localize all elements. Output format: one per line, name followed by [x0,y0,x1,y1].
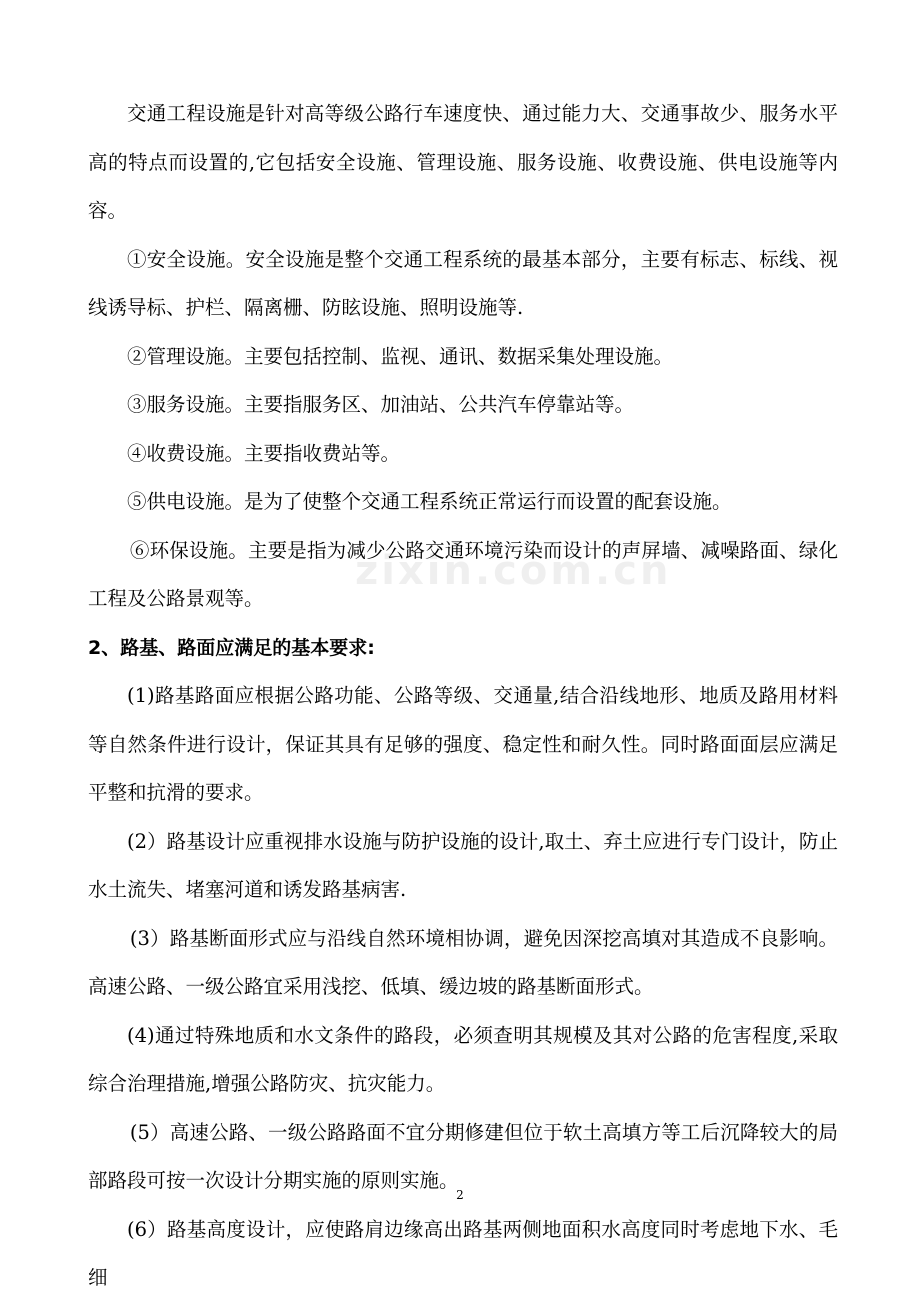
paragraph-management-facilities: ②管理设施。主要包括控制、监视、通讯、数据采集处理设施。 [127,344,674,368]
section-heading: 2、路基、路面应满足的基本要求: [88,636,375,659]
paragraph-environmental-facilities: ⑥环保设施。主要是指为减少公路交通环境污染而设计的声屏墙、减噪路面、绿化工程及公路景观等。 [88,538,838,610]
watermark: zixin.com.cn [355,548,672,594]
paragraph-requirement-3: (3）路基断面形式应与沿线自然环境相协调，避免因深挖高填对其造成不良影响。高速公路、一级公路宜采用浅挖、低填、缓边坡的路基断面形式。 [88,926,838,998]
paragraph-toll-facilities: ④收费设施。主要指收费站等。 [127,441,401,465]
document-body [88,90,838,1303]
paragraph-requirement-2: (2）路基设计应重视排水设施与防护设施的设计,取土、弃土应进行专门设计，防止水土流失、堵塞河道和诱发路基病害. [88,829,838,901]
paragraph-requirement-4: (4)通过特殊地质和水文条件的路段，必须查明其规模及其对公路的危害程度,采取综合治理措施,增强公路防灾、抗灾能力。 [88,1023,838,1095]
paragraph-requirement-6: (6）路基高度设计，应使路肩边缘高出路基两侧地面积水高度同时考虑地下水、毛细 [88,1217,838,1289]
page-number: 2 [456,1188,464,1202]
paragraph-intro: 交通工程设施是针对高等级公路行车速度快、通过能力大、交通事故少、服务水平高的特点而设置的,它包括安全设施、管理设施、服务设施、收费设施、供电设施等内容。 [88,102,838,222]
paragraph-service-facilities: ③服务设施。主要指服务区、加油站、公共汽车停靠站等。 [127,393,635,416]
paragraph-requirement-5: (5）高速公路、一级公路路面不宜分期修建但位于软土高填方等工后沉降较大的局部路段可按一次设计分期实施的原则实施。 [88,1120,838,1192]
paragraph-requirement-1: (1)路基路面应根据公路功能、公路等级、交通量,结合沿线地形、地质及路用材料等自然条件进行设计，保证其具有足够的强度、稳定性和耐久性。同时路面面层应满足平整和抗滑的要求。 [88,684,838,804]
paragraph-power-facilities: ⑤供电设施。是为了使整个交通工程系统正常运行而设置的配套设施。 [127,490,732,513]
paragraph-safety-facilities: ①安全设施。安全设施是整个交通工程系统的最基本部分，主要有标志、标线、视线诱导标、护栏、隔离栅、防眩设施、照明设施等. [88,247,838,319]
